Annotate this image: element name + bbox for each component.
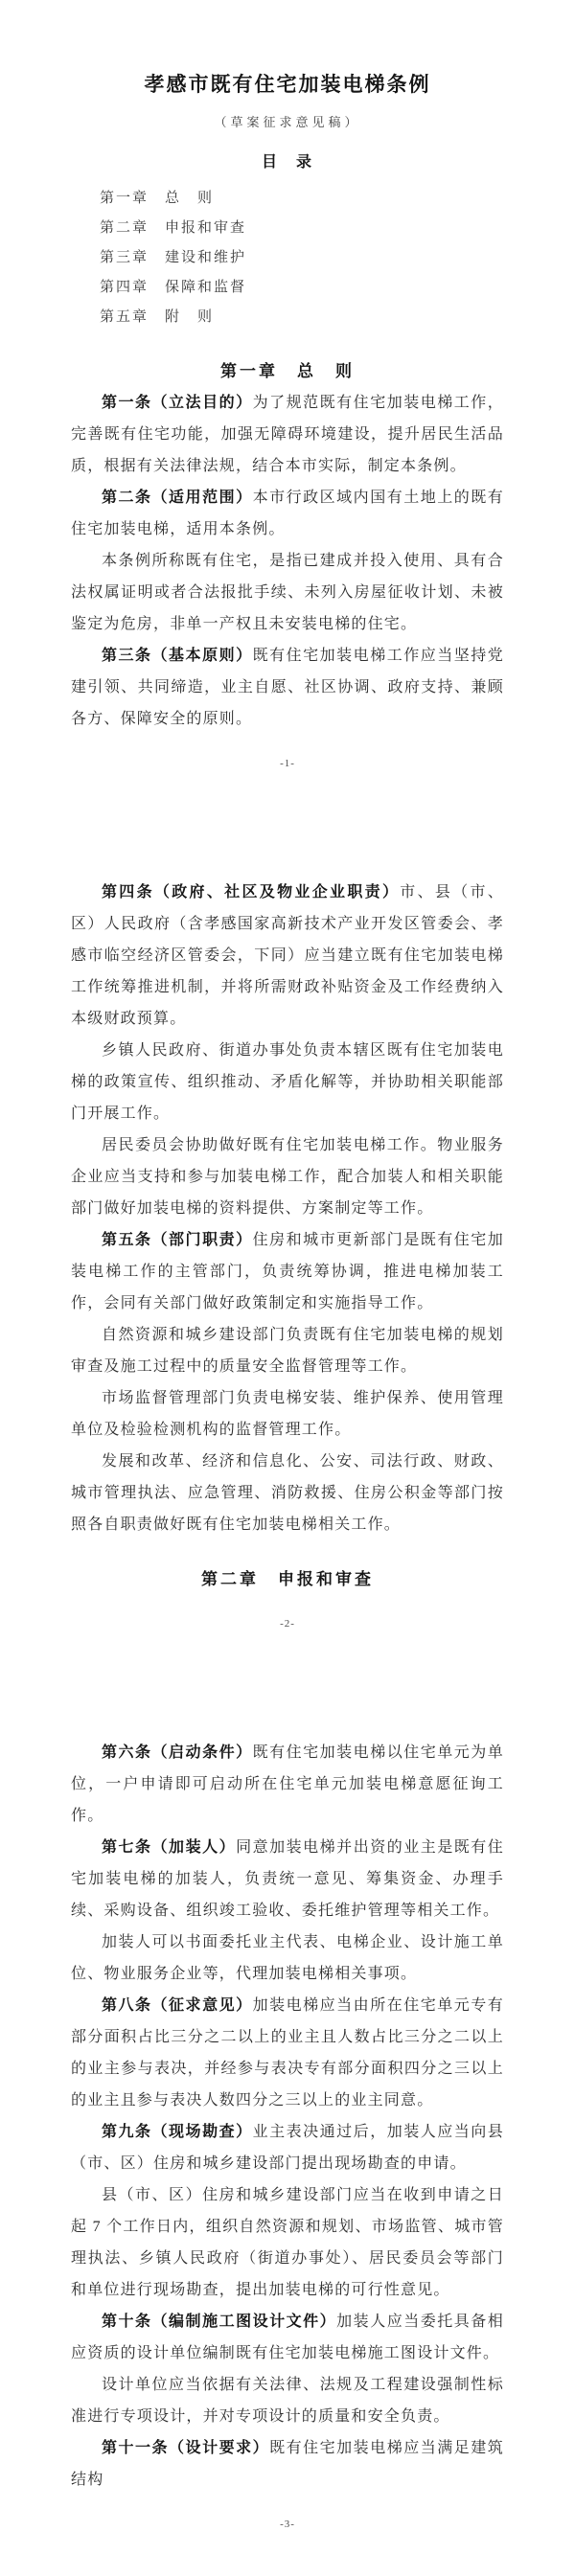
article-6-text: 既有住宅加装电梯以住宅单元为单位，一户申请即可启动所在住宅单元加装电梯意愿征询工作。 xyxy=(71,1744,504,1824)
toc-item-chapter-3: 第三章 建设和维护 xyxy=(100,250,247,265)
toc-item-chapter-4: 第四章 保障和监督 xyxy=(100,280,247,295)
toc-item-chapter-1: 第一章 总 则 xyxy=(100,191,215,206)
article-1-paragraph xyxy=(71,387,504,482)
article-10-text: 加装人应当委托具备相应资质的设计单位编制既有住宅加装电梯施工图设计文件。 xyxy=(71,2314,504,2361)
article-4-continuation-paragraph xyxy=(71,1035,504,1129)
article-4-continuation2-text: 居民委员会协助做好既有住宅加装电梯工作。物业服务企业应当支持和参与加装电梯工作，配合加装人和相关职能部门做好加装电梯的资料提供、方案制定等工作。 xyxy=(71,1137,504,1217)
article-7-continuation-text: 加装人可以书面委托业主代表、电梯企业、设计施工单位、物业服务企业等，代理加装电梯相关事项。 xyxy=(71,1934,504,1982)
article-3-paragraph xyxy=(71,640,504,735)
article-5-continuation3-text: 发展和改革、经济和信息化、公安、司法行政、财政、城市管理执法、应急管理、消防救援、住房公积金等部门按照各自职责做好既有住宅加装电梯相关工作。 xyxy=(71,1453,504,1533)
article-11-text: 既有住宅加装电梯应当满足建筑结构 xyxy=(71,2440,504,2488)
article-5-continuation2-text: 市场监督管理部门负责电梯安装、维护保养、使用管理单位及检验检测机构的监督管理工作。 xyxy=(71,1390,504,1438)
article-9-text: 业主表决通过后，加装人应当向县（市、区）住房和城乡建设部门提出现场勘查的申请。 xyxy=(71,2124,504,2172)
article-5-continuation3-paragraph xyxy=(71,1446,504,1540)
article-3-text: 既有住宅加装电梯工作应当坚持党建引领、共同缔造，业主自愿、社区协调、政府支持、兼顾各方、保障安全的原则。 xyxy=(71,648,504,727)
page-number-1: -1- xyxy=(280,758,295,769)
article-9-paragraph xyxy=(71,2116,504,2179)
table-of-contents xyxy=(71,184,504,332)
article-9-lead: 第九条（现场勘查） xyxy=(102,2124,253,2140)
toc-item-chapter-2: 第二章 申报和审查 xyxy=(100,220,247,236)
page-number-3: -3- xyxy=(280,2519,295,2530)
article-4-paragraph xyxy=(71,877,504,1035)
document-subtitle: （草案征求意见稿） xyxy=(214,115,361,129)
article-1-text: 为了规范既有住宅加装电梯工作，完善既有住宅功能，加强无障碍环境建设，提升居民生活品质，根据有关法律法规，结合本市实际，制定本条例。 xyxy=(71,395,504,474)
article-2-paragraph xyxy=(71,482,504,545)
article-11-lead: 第十一条（设计要求） xyxy=(102,2440,270,2456)
article-7-text: 同意加装电梯并出资的业主是既有住宅加装电梯的加装人，负责统一意见、筹集资金、办理手续、采购设备、组织竣工验收、委托维护管理等相关工作。 xyxy=(71,1839,504,1919)
chapter-2-heading: 第二章 申报和审查 xyxy=(201,1570,374,1588)
article-5-lead: 第五条（部门职责） xyxy=(102,1232,253,1248)
article-10-continuation-paragraph xyxy=(71,2369,504,2432)
article-10-paragraph xyxy=(71,2306,504,2369)
toc-item-chapter-5: 第五章 附 则 xyxy=(100,309,215,325)
chapter-1-heading: 第一章 总 则 xyxy=(220,362,355,380)
article-7-lead: 第七条（加装人） xyxy=(102,1839,237,1856)
page-3 xyxy=(0,1737,575,2530)
article-6-paragraph xyxy=(71,1737,504,1832)
article-11-paragraph xyxy=(71,2432,504,2496)
article-9-continuation-text: 县（市、区）住房和城乡建设部门应当在收到申请之日起 7 个工作日内，组织自然资源和规划、市场监管、城市管理执法、乡镇人民政府（街道办事处）、居民委员会等部门和单位进行现场勘查，提出加装电梯的可行性意见。 xyxy=(71,2187,504,2298)
article-5-continuation-paragraph xyxy=(71,1319,504,1382)
article-6-lead: 第六条（启动条件） xyxy=(102,1744,253,1761)
article-5-paragraph xyxy=(71,1224,504,1319)
article-4-continuation2-paragraph xyxy=(71,1129,504,1224)
article-5-continuation2-paragraph xyxy=(71,1382,504,1446)
article-4-lead: 第四条（政府、社区及物业企业职责） xyxy=(102,884,401,900)
article-2-continuation-text: 本条例所称既有住宅，是指已建成并投入使用、具有合法权属证明或者合法报批手续、未列入房屋征收计划、未被鉴定为危房，非单一产权且未安装电梯的住宅。 xyxy=(71,553,504,632)
article-2-lead: 第二条（适用范围） xyxy=(102,490,253,506)
page-gap xyxy=(0,769,575,877)
article-2-text: 本市行政区域内国有土地上的既有住宅加装电梯，适用本条例。 xyxy=(71,490,504,537)
article-2-continuation-paragraph xyxy=(71,545,504,640)
article-7-continuation-paragraph xyxy=(71,1926,504,1990)
article-3-lead: 第三条（基本原则） xyxy=(102,648,253,664)
bottom-padding xyxy=(0,2530,575,2576)
page-gap xyxy=(0,1630,575,1737)
article-5-continuation-text: 自然资源和城乡建设部门负责既有住宅加装电梯的规划审查及施工过程中的质量安全监督管理等工作。 xyxy=(71,1327,504,1375)
document-title: 孝感市既有住宅加装电梯条例 xyxy=(144,74,431,96)
article-4-text: 市、县（市、区）人民政府（含孝感国家高新技术产业开发区管委会、孝感市临空经济区管委会，下同）应当建立既有住宅加装电梯工作统筹推进机制，并将所需财政补贴资金及工作经费纳入本级财政预算。 xyxy=(71,884,504,1027)
article-1-lead: 第一条（立法目的） xyxy=(102,395,253,411)
page-2 xyxy=(0,877,575,1630)
toc-title: 目 录 xyxy=(261,154,313,171)
article-8-lead: 第八条（征求意见） xyxy=(102,1997,253,2014)
article-10-lead: 第十条（编制施工图设计文件） xyxy=(102,2314,337,2330)
article-8-text: 加装电梯应当由所在住宅单元专有部分面积占比三分之二以上的业主且人数占比三分之二以上的业主参与表决，并经参与表决专有部分面积四分之三以上的业主且参与表决人数四分之三以上的业主同意。 xyxy=(71,1997,504,2109)
article-8-paragraph xyxy=(71,1990,504,2116)
article-9-continuation-paragraph xyxy=(71,2179,504,2306)
article-7-paragraph xyxy=(71,1832,504,1926)
article-10-continuation-text: 设计单位应当依据有关法律、法规及工程建设强制性标准进行专项设计，并对专项设计的质量和安全负责。 xyxy=(71,2377,504,2425)
article-5-text: 住房和城市更新部门是既有住宅加装电梯工作的主管部门，负责统筹协调，推进电梯加装工作，会同有关部门做好政策制定和实施指导工作。 xyxy=(71,1232,504,1311)
page-number-2: -2- xyxy=(280,1618,295,1630)
article-4-continuation-text: 乡镇人民政府、街道办事处负责本辖区既有住宅加装电梯的政策宣传、组织推动、矛盾化解等，并协助相关职能部门开展工作。 xyxy=(71,1042,504,1122)
page-1 xyxy=(0,0,575,769)
